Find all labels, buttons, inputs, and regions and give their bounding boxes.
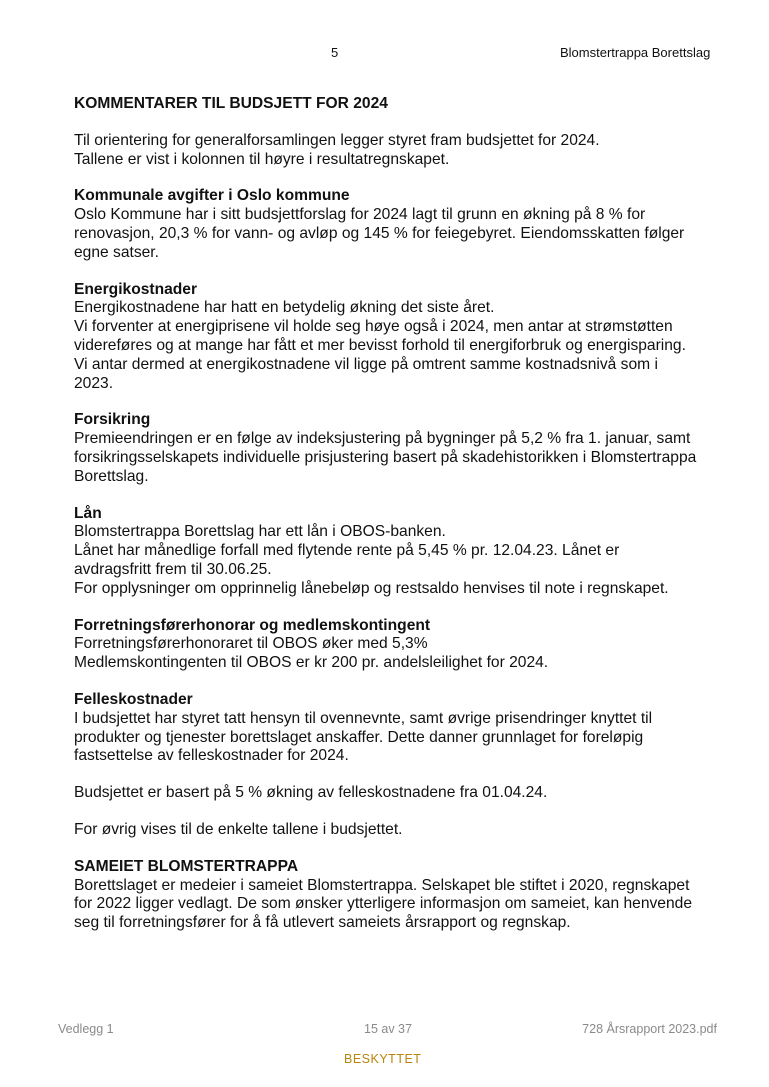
page-number: 5 — [331, 45, 339, 60]
text-line: renovasjon, 20,3 % for vann- og avløp og 145 % for feiegebyret. Eiendomsskatten følger — [74, 224, 685, 242]
section-heading: Forsikring — [74, 411, 151, 429]
section-heading: Energikostnader — [74, 280, 198, 298]
section-felleskostnader — [74, 691, 714, 766]
document-body — [74, 95, 714, 951]
text-line: Lånet har månedlige forfall med flytende rente på 5,45 % pr. 12.04.23. Lånet er — [74, 542, 620, 560]
footer-page-count: 15 av 37 — [364, 1022, 412, 1036]
text-line: For opplysninger om opprinnelig lånebeløp og restsaldo henvises til note i regnskapet. — [74, 579, 669, 597]
text-line: avdragsfritt frem til 30.06.25. — [74, 560, 272, 578]
section-heading: Kommunale avgifter i Oslo kommune — [74, 187, 350, 205]
section-energikostnader — [74, 281, 714, 394]
section-sameiet — [74, 858, 714, 933]
section-heading: Lån — [74, 504, 102, 522]
text-line: Til orientering for generalforsamlingen legger styret fram budsjettet for 2024. — [74, 131, 600, 149]
general-note-paragraph — [74, 821, 714, 840]
text-line: Oslo Kommune har i sitt budsjettforslag for 2024 lagt til grunn en økning på 8 % for — [74, 206, 646, 224]
text-line: for 2022 ligger vedlagt. De som ønsker ytterligere informasjon om sameiet, kan henvende — [74, 895, 692, 913]
text-line: Blomstertrappa Borettslag har ett lån i OBOS-banken. — [74, 523, 446, 541]
footer-filename: 728 Årsrapport 2023.pdf — [582, 1022, 717, 1036]
text-line: fastsettelse av felleskostnader for 2024. — [74, 747, 349, 765]
section-forretningsforerhonorar — [74, 617, 714, 673]
page-title: KOMMENTARER TIL BUDSJETT FOR 2024 — [74, 95, 388, 112]
text-line: Budsjettet er basert på 5 % økning av felleskostnadene fra 01.04.24. — [74, 784, 548, 802]
text-line: Forretningsførerhonoraret til OBOS øker med 5,3% — [74, 635, 428, 653]
section-heading: Felleskostnader — [74, 690, 193, 708]
text-line: Vi forventer at energiprisene vil holde seg høye også i 2024, men antar at strømstøtten — [74, 318, 673, 336]
text-line: I budsjettet har styret tatt hensyn til ovennevnte, samt øvrige prisendringer knyttet til — [74, 709, 653, 727]
section-heading: SAMEIET BLOMSTERTRAPPA — [74, 857, 299, 875]
text-line: Premieendringen er en følge av indeksjustering på bygninger på 5,2 % fra 1. januar, samt — [74, 430, 691, 448]
text-line: Vi antar dermed at energikostnadene vil ligge på omtrent samme kostnadsnivå som i — [74, 355, 658, 373]
protected-stamp: BESKYTTET — [344, 1052, 422, 1066]
section-heading: Forretningsførerhonorar og medlemskontingent — [74, 616, 431, 634]
section-laan — [74, 505, 714, 599]
text-line: produkter og tjenester borettslaget anskaffer. Dette danner grunnlaget for foreløpig — [74, 728, 644, 746]
text-line: seg til forretningsfører for å få utlevert sameiets årsrapport og regnskap. — [74, 914, 571, 932]
text-line: Energikostnadene har hatt en betydelig økning det siste året. — [74, 299, 495, 317]
text-line: videreføres og at mange har fått et mer bevisst forhold til energiforbruk og energisparing. — [74, 336, 686, 354]
text-line: Tallene er vist i kolonnen til høyre i resultatregnskapet. — [74, 150, 450, 168]
text-line: For øvrig vises til de enkelte tallene i budsjettet. — [74, 820, 403, 838]
text-line: forsikringsselskapets individuelle prisjustering basert på skadehistorikken i Blomstertrappa — [74, 448, 697, 466]
header-organization: Blomstertrappa Borettslag — [560, 45, 711, 60]
text-line: Borettslag. — [74, 467, 149, 485]
section-forsikring — [74, 411, 714, 486]
budget-basis-paragraph — [74, 784, 714, 803]
text-line: egne satser. — [74, 243, 159, 261]
section-kommunale-avgifter — [74, 187, 714, 262]
text-line: Borettslaget er medeier i sameiet Blomstertrappa. Selskapet ble stiftet i 2020, regnskapet — [74, 876, 690, 894]
footer-attachment-label: Vedlegg 1 — [58, 1022, 114, 1036]
intro-paragraph — [74, 132, 714, 170]
text-line: 2023. — [74, 374, 114, 392]
text-line: Medlemskontingenten til OBOS er kr 200 pr. andelsleilighet for 2024. — [74, 654, 549, 672]
